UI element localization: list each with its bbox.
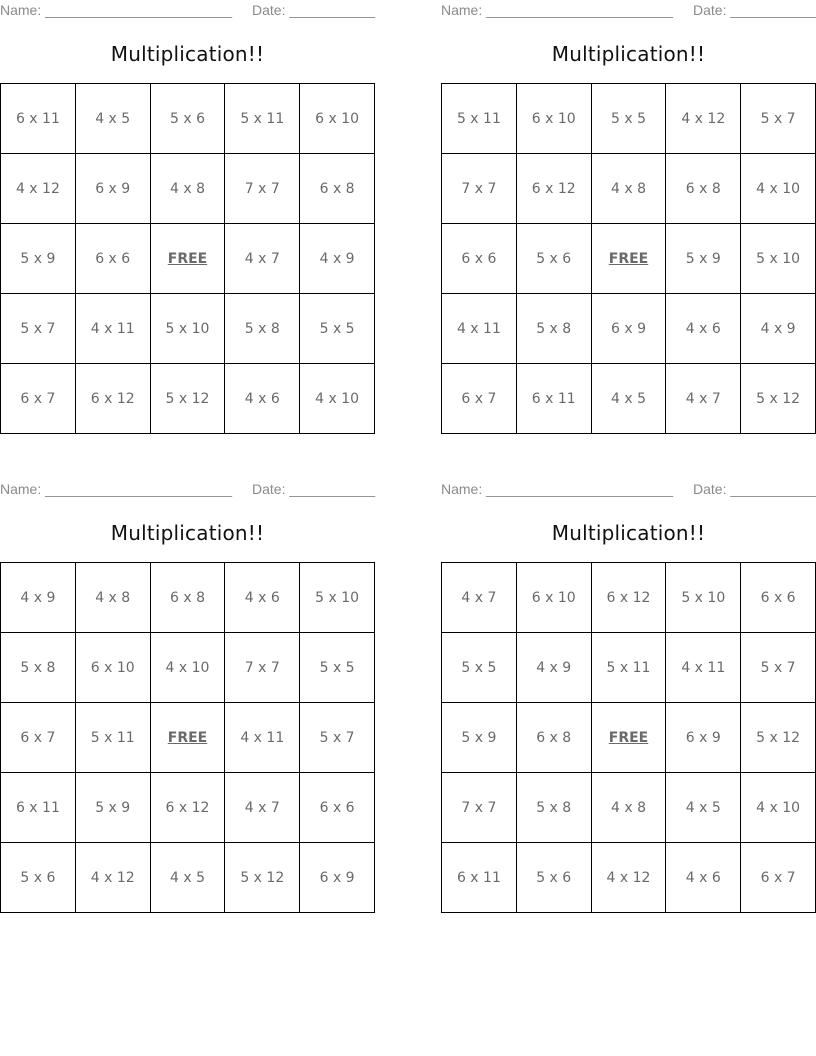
name-field-label: Name: ________________________ <box>0 2 232 18</box>
bingo-cell: 5 x 12 <box>225 843 300 913</box>
bingo-cell: 5 x 11 <box>225 84 300 154</box>
bingo-cell: 6 x 10 <box>517 84 592 154</box>
date-field-label: Date: ___________ <box>252 481 375 497</box>
bingo-cell: 5 x 8 <box>517 773 592 843</box>
bingo-cell: 6 x 11 <box>517 364 592 434</box>
bingo-cell: 4 x 6 <box>225 364 300 434</box>
name-field-label: Name: ________________________ <box>441 481 673 497</box>
bingo-cell: 4 x 9 <box>300 224 375 294</box>
bingo-cell: 5 x 9 <box>442 703 517 773</box>
bingo-cell: 4 x 5 <box>76 84 151 154</box>
bingo-cell: 6 x 7 <box>442 364 517 434</box>
bingo-cell: 4 x 11 <box>76 294 151 364</box>
bingo-cell: 6 x 8 <box>300 154 375 224</box>
bingo-cell: 7 x 7 <box>442 154 517 224</box>
date-field-label: Date: ___________ <box>693 481 816 497</box>
bingo-cell: 6 x 6 <box>442 224 517 294</box>
bingo-cell: 6 x 6 <box>300 773 375 843</box>
bingo-cell: 4 x 9 <box>741 294 816 364</box>
bingo-cell: 6 x 6 <box>741 563 816 633</box>
bingo-cell: 5 x 12 <box>741 364 816 434</box>
bingo-grid <box>0 83 375 434</box>
bingo-cell: 5 x 12 <box>151 364 226 434</box>
bingo-cell: 6 x 8 <box>517 703 592 773</box>
bingo-cell: 4 x 7 <box>442 563 517 633</box>
name-field-label: Name: ________________________ <box>0 481 232 497</box>
bingo-cell: 4 x 12 <box>592 843 667 913</box>
bingo-cell: 6 x 9 <box>76 154 151 224</box>
bingo-cell: 5 x 8 <box>225 294 300 364</box>
bingo-card-4 <box>441 479 816 919</box>
bingo-cell: 5 x 6 <box>517 843 592 913</box>
free-space-cell: FREE <box>592 703 667 773</box>
bingo-cell: 5 x 11 <box>442 84 517 154</box>
bingo-cell: 4 x 6 <box>666 294 741 364</box>
bingo-cell: 5 x 8 <box>517 294 592 364</box>
bingo-cell: 4 x 8 <box>592 773 667 843</box>
bingo-cell: 5 x 6 <box>517 224 592 294</box>
bingo-cell: 5 x 9 <box>666 224 741 294</box>
bingo-cell: 6 x 10 <box>517 563 592 633</box>
bingo-cell: 7 x 7 <box>225 154 300 224</box>
bingo-cell: 4 x 5 <box>592 364 667 434</box>
date-field-label: Date: ___________ <box>693 2 816 18</box>
bingo-cell: 4 x 6 <box>225 563 300 633</box>
bingo-grid <box>441 562 816 913</box>
bingo-cell: 5 x 7 <box>300 703 375 773</box>
bingo-cell: 4 x 11 <box>442 294 517 364</box>
bingo-cell: 5 x 11 <box>76 703 151 773</box>
bingo-cell: 4 x 10 <box>151 633 226 703</box>
bingo-cell: 4 x 10 <box>300 364 375 434</box>
bingo-cell: 5 x 7 <box>741 633 816 703</box>
bingo-cell: 6 x 12 <box>592 563 667 633</box>
bingo-cell: 4 x 10 <box>741 154 816 224</box>
date-field-label: Date: ___________ <box>252 2 375 18</box>
bingo-cell: 6 x 6 <box>76 224 151 294</box>
bingo-cell: 4 x 12 <box>1 154 76 224</box>
bingo-cell: 5 x 7 <box>1 294 76 364</box>
free-space-cell: FREE <box>592 224 667 294</box>
bingo-grid <box>441 83 816 434</box>
bingo-cell: 4 x 5 <box>151 843 226 913</box>
bingo-cell: 6 x 10 <box>300 84 375 154</box>
bingo-cell: 4 x 9 <box>1 563 76 633</box>
bingo-cell: 6 x 8 <box>151 563 226 633</box>
bingo-cell: 6 x 9 <box>592 294 667 364</box>
bingo-cell: 4 x 11 <box>666 633 741 703</box>
bingo-cell: 5 x 11 <box>592 633 667 703</box>
bingo-cell: 7 x 7 <box>442 773 517 843</box>
bingo-cell: 4 x 8 <box>76 563 151 633</box>
bingo-cell: 4 x 12 <box>666 84 741 154</box>
bingo-cell: 5 x 6 <box>1 843 76 913</box>
card-title: Multiplication!! <box>551 42 706 66</box>
bingo-card-3 <box>0 479 375 919</box>
bingo-cell: 6 x 12 <box>517 154 592 224</box>
name-field-label: Name: ________________________ <box>441 2 673 18</box>
bingo-cell: 6 x 10 <box>76 633 151 703</box>
bingo-cell: 6 x 11 <box>442 843 517 913</box>
bingo-cell: 5 x 12 <box>741 703 816 773</box>
bingo-cell: 6 x 12 <box>76 364 151 434</box>
bingo-cell: 4 x 7 <box>225 773 300 843</box>
bingo-cell: 4 x 9 <box>517 633 592 703</box>
free-space-cell: FREE <box>151 224 226 294</box>
bingo-cell: 4 x 12 <box>76 843 151 913</box>
bingo-card-1 <box>0 0 375 440</box>
bingo-grid <box>0 562 375 913</box>
bingo-cell: 5 x 5 <box>300 294 375 364</box>
bingo-cell: 5 x 6 <box>151 84 226 154</box>
card-title: Multiplication!! <box>110 521 265 545</box>
bingo-cell: 5 x 5 <box>300 633 375 703</box>
bingo-cell: 6 x 8 <box>666 154 741 224</box>
bingo-cell: 5 x 10 <box>300 563 375 633</box>
bingo-cell: 5 x 8 <box>1 633 76 703</box>
bingo-cell: 4 x 11 <box>225 703 300 773</box>
bingo-card-2 <box>441 0 816 440</box>
bingo-cell: 6 x 11 <box>1 84 76 154</box>
bingo-cell: 7 x 7 <box>225 633 300 703</box>
bingo-cell: 6 x 9 <box>666 703 741 773</box>
bingo-cell: 4 x 5 <box>666 773 741 843</box>
bingo-cell: 5 x 5 <box>442 633 517 703</box>
bingo-cell: 4 x 7 <box>666 364 741 434</box>
bingo-cell: 4 x 10 <box>741 773 816 843</box>
bingo-cell: 5 x 5 <box>592 84 667 154</box>
bingo-cell: 5 x 7 <box>741 84 816 154</box>
bingo-cell: 5 x 10 <box>741 224 816 294</box>
bingo-cell: 6 x 7 <box>1 364 76 434</box>
bingo-cell: 6 x 7 <box>1 703 76 773</box>
card-title: Multiplication!! <box>110 42 265 66</box>
bingo-cell: 5 x 9 <box>1 224 76 294</box>
bingo-cell: 5 x 10 <box>151 294 226 364</box>
bingo-cell: 6 x 12 <box>151 773 226 843</box>
bingo-cell: 4 x 8 <box>151 154 226 224</box>
bingo-cell: 5 x 9 <box>76 773 151 843</box>
bingo-cell: 4 x 7 <box>225 224 300 294</box>
bingo-cell: 6 x 7 <box>741 843 816 913</box>
bingo-cell: 6 x 11 <box>1 773 76 843</box>
bingo-cell: 4 x 8 <box>592 154 667 224</box>
card-title: Multiplication!! <box>551 521 706 545</box>
bingo-cell: 5 x 10 <box>666 563 741 633</box>
bingo-cell: 4 x 6 <box>666 843 741 913</box>
free-space-cell: FREE <box>151 703 226 773</box>
bingo-cell: 6 x 9 <box>300 843 375 913</box>
